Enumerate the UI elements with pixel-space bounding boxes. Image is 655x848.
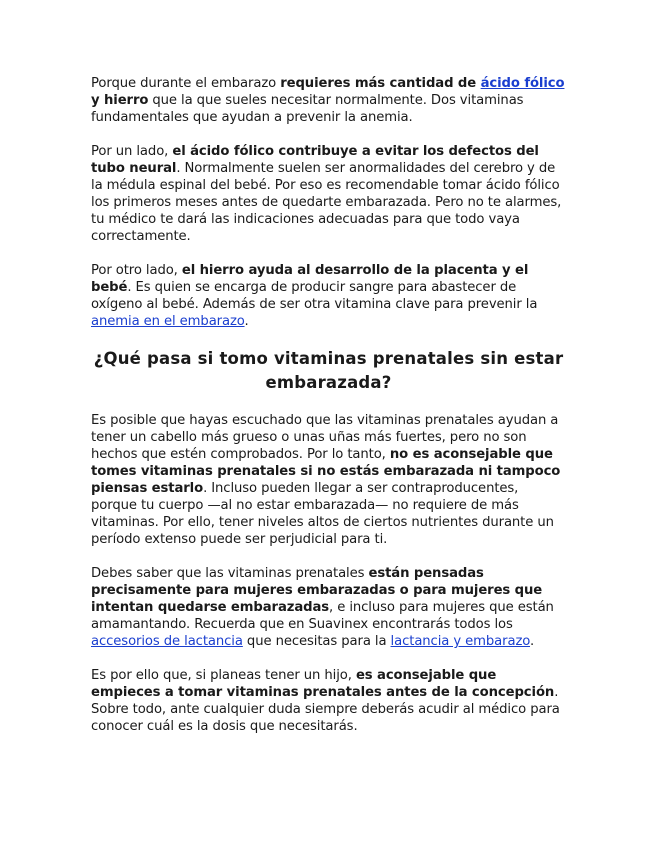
text: Debes saber que las vitaminas prenatales [91,566,369,581]
bold-text: no es aconsejable que tomes vitaminas prenatales si no estás embarazada ni tampoco piensas estarlo [91,447,561,496]
text: . Es quien se encarga de producir sangre para abastecer de oxígeno al bebé. Además de ser otra vitamina clave para prevenir la [91,280,538,312]
bold-text: es aconsejable que empieces a tomar vitaminas prenatales antes de la concepción [91,668,555,700]
paragraph-sin-embarazo [91,412,566,548]
link-anemia-embarazo[interactable]: anemia en el embarazo [91,314,245,329]
text: Por otro lado, [91,263,182,278]
text: Por un lado, [91,144,173,159]
text: Porque durante el embarazo [91,76,281,91]
text: , e incluso para mujeres que están amamantando. Recuerda que en Suavinex encontrarás todos los [91,600,554,632]
paragraph-hierro [91,262,566,330]
bold-text: el hierro ayuda al desarrollo de la placenta y el bebé [91,263,529,295]
link-lactancia-embarazo[interactable]: lactancia y embarazo [390,634,531,649]
bold-text: requieres más cantidad de [280,76,481,91]
paragraph-pensadas [91,565,566,650]
article-body [91,75,566,752]
bold-text: y hierro [91,93,149,108]
text: . [530,634,535,649]
text: Es posible que hayas escuchado que las vitaminas prenatales ayudan a tener un cabello más grueso o unas uñas más fuertes, pero no son hechos que estén comprobados. Por lo tanto, [91,413,559,462]
bold-text: el ácido fólico contribuye a evitar los defectos del tubo neural [91,144,539,176]
paragraph-intro [91,75,566,126]
paragraph-conclusion [91,667,566,735]
text: que la que sueles necesitar normalmente. Dos vitaminas fundamentales que ayudan a prevenir la anemia. [91,93,524,125]
link-accesorios-lactancia[interactable]: accesorios de lactancia [91,634,243,649]
text: . Incluso pueden llegar a ser contraproducentes, porque tu cuerpo —al no estar embarazada— no requiere de más vitaminas. Por ello, tener niveles altos de ciertos nutrientes durante un período extenso puede ser perjudicial para ti. [91,481,554,547]
text: que necesitas para la [242,634,391,649]
link-acido-folico[interactable]: ácido fólico [480,76,565,91]
bold-text: están pensadas precisamente para mujeres embarazadas o para mujeres que intentan quedarse embarazadas [91,566,543,615]
section-heading: ¿Qué pasa si tomo vitaminas prenatales sin estar embarazada? [93,349,564,392]
text: . Sobre todo, ante cualquier duda siempre deberás acudir al médico para conocer cuál es la dosis que necesitarás. [91,685,560,734]
text: Es por ello que, si planeas tener un hijo, [91,668,356,683]
text: . [244,314,249,329]
paragraph-acido-folico [91,143,566,245]
text: . Normalmente suelen ser anormalidades del cerebro y de la médula espinal del bebé. Por eso es recomendable tomar ácido fólico los primeros meses antes de quedarte embarazada. Pero no te alarmes, tu médico te dará las indicaciones adecuadas para que todo vaya correctamente. [91,161,562,244]
